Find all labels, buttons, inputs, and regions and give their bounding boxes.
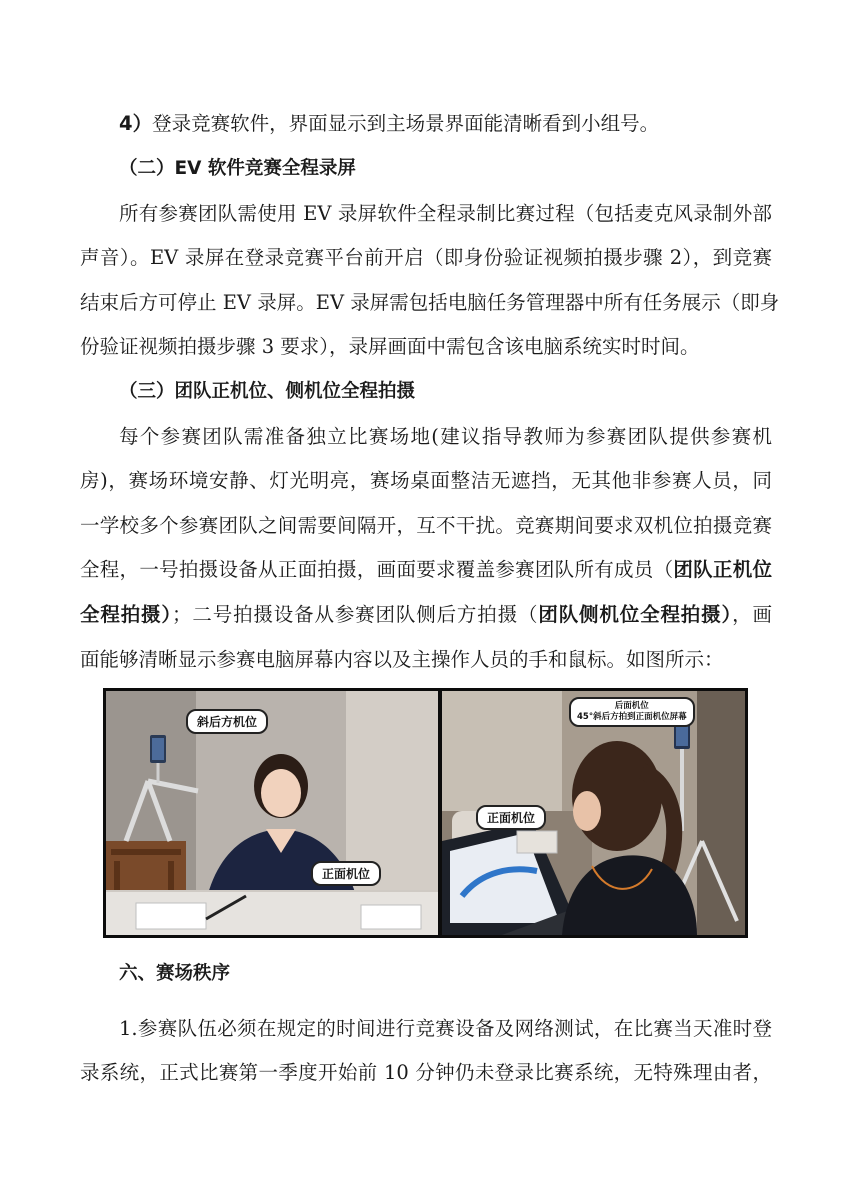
camera-paragraph-line-4 — [80, 557, 772, 583]
side-view-photo — [442, 691, 745, 935]
camera-line-5-bold-1: 全程拍摄） — [80, 603, 173, 626]
rear-camera-angle-note: 45°斜后方拍到正面机位屏幕 — [577, 712, 687, 722]
step-4-line — [119, 111, 772, 137]
order-paragraph-line-2: 录系统，正式比赛第一季度开始前 10 分钟仍未登录比赛系统，无特殊理由者， — [80, 1061, 772, 1084]
camera-line-5-text-1: ；二号拍摄设备从参赛团队侧后方拍摄（ — [172, 603, 539, 626]
camera-line-4-text: 全程，一号拍摄设备从正面拍摄，画面要求覆盖参赛团队所有成员（ — [80, 558, 674, 581]
front-view-photo — [106, 691, 438, 935]
front-view-illustration — [106, 691, 438, 935]
camera-line-5-text-2: ，画 — [732, 603, 772, 626]
ev-paragraph-line-3: 结束后方可停止 EV 录屏。EV 录屏需包括电脑任务管理器中所有任务展示（即身 — [80, 291, 780, 314]
ev-paragraph-line-1: 所有参赛团队需使用 EV 录屏软件全程录制比赛过程（包括麦克风录制外部 — [119, 202, 772, 225]
camera-paragraph-line-1: 每个参赛团队需准备独立比赛场地(建议指导教师为参赛团队提供参赛机 — [119, 425, 772, 448]
camera-setup-figure — [103, 688, 748, 938]
ev-paragraph-line-2: 声音）。EV 录屏在登录竞赛平台前开启（即身份验证视频拍摄步骤 2），到竞赛 — [80, 246, 772, 269]
step-4-text: 登录竞赛软件，界面显示到主场景界面能清晰看到小组号。 — [152, 112, 660, 135]
camera-line-4-bold: 团队正机位 — [673, 558, 772, 581]
order-paragraph-line-1: 1.参赛队伍必须在规定的时间进行竞赛设备及网络测试，在比赛当天准时登 — [119, 1017, 772, 1040]
camera-paragraph-line-6: 面能够清晰显示参赛电脑屏幕内容以及主操作人员的手和鼠标。如图所示： — [80, 648, 724, 671]
camera-line-5-bold-2: 团队侧机位全程拍摄） — [538, 603, 733, 626]
step-4-number: 4） — [119, 112, 153, 135]
camera-paragraph-line-3: 一学校多个参赛团队之间需要间隔开，互不干扰。竞赛期间要求双机位拍摄竞赛 — [80, 514, 772, 537]
camera-paragraph-line-5 — [80, 602, 772, 628]
rear-camera-label-right: 后面机位 — [614, 701, 649, 711]
camera-paragraph-line-2: 房)，赛场环境安静、灯光明亮，赛场桌面整洁无遮挡，无其他非参赛人员，同 — [80, 469, 772, 492]
ev-paragraph-line-4: 份验证视频拍摄步骤 3 要求），录屏画面中需包含该电脑系统实时时间。 — [80, 335, 700, 358]
rear-camera-label: 斜后方机位 — [186, 709, 268, 734]
section-ev-heading: （二）EV 软件竞赛全程录屏 — [119, 158, 356, 179]
front-camera-label-right: 正面机位 — [476, 805, 546, 830]
rear-camera-description-label — [569, 697, 695, 727]
section-camera-heading: （三）团队正机位、侧机位全程拍摄 — [119, 381, 416, 402]
section-order-heading: 六、赛场秩序 — [119, 963, 231, 984]
front-camera-label-left: 正面机位 — [311, 861, 381, 886]
